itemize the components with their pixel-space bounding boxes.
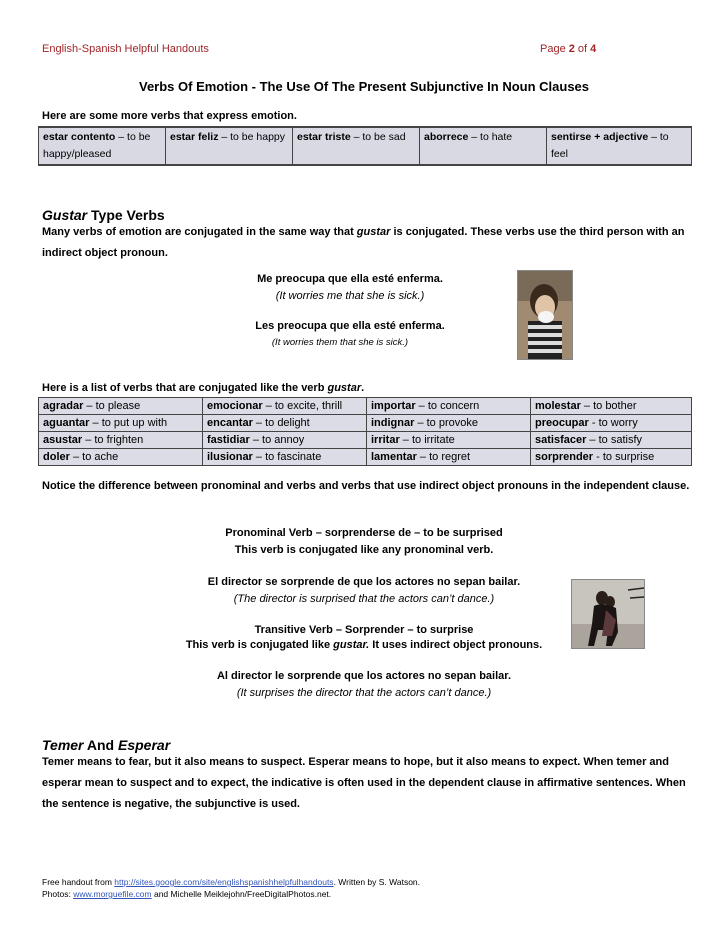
- table-row: [39, 398, 692, 415]
- table-cell: molestar – to bother: [531, 398, 692, 415]
- table-cell: importar – to concern: [367, 398, 531, 415]
- intro-text: Here are some more verbs that express emotion.: [42, 110, 297, 122]
- table-cell: emocionar – to excite, thrill: [203, 398, 367, 415]
- transitive-note: This verb is conjugated like gustar. It uses indirect object pronouns.: [185, 639, 543, 651]
- table-row: [39, 415, 692, 432]
- dancing-couple-photo: [571, 579, 645, 649]
- example-sentence: Me preocupa que ella esté enferma.: [257, 273, 443, 285]
- table-cell: aborrece – to hate: [420, 127, 547, 165]
- transitive-verb-line: Transitive Verb – Sorprender – to surprise: [254, 624, 474, 636]
- emotion-verbs-table: [38, 126, 692, 166]
- header-title: English-Spanish Helpful Handouts: [42, 43, 209, 55]
- example-translation: (It surprises the director that the actors can’t dance.): [236, 687, 492, 699]
- table-cell: lamentar – to regret: [367, 449, 531, 466]
- gustar-paragraph: Many verbs of emotion are conjugated in the same way that gustar is conjugated. These verbs use the third person with an indirect object pronoun.: [42, 226, 685, 259]
- list-intro: Here is a list of verbs that are conjugated like the verb gustar.: [42, 382, 365, 394]
- table-cell: agradar – to please: [39, 398, 203, 415]
- gustar-heading: Gustar Type Verbs: [42, 207, 165, 223]
- table-cell: asustar – to frighten: [39, 432, 203, 449]
- table-cell: ilusionar – to fascinate: [203, 449, 367, 466]
- temer-heading: Temer And Esperar: [42, 737, 171, 753]
- table-cell: indignar – to provoke: [367, 415, 531, 432]
- footer-line-1: Free handout from http://sites.google.com/site/englishspanishhelpfulhandouts. Written by S. Watson.: [42, 877, 421, 887]
- page-title: Verbs Of Emotion - The Use Of The Present Subjunctive In Noun Clauses: [138, 79, 590, 94]
- table-row: [39, 449, 692, 466]
- example-sentence: El director se sorprende de que los actores no sepan bailar.: [207, 576, 521, 588]
- table-cell: doler – to ache: [39, 449, 203, 466]
- table-cell: encantar – to delight: [203, 415, 367, 432]
- pronominal-verb-line: Pronominal Verb – sorprenderse de – to be surprised: [225, 527, 503, 539]
- sick-woman-photo: [517, 270, 573, 360]
- table-cell: fastidiar – to annoy: [203, 432, 367, 449]
- table-cell: aguantar – to put up with: [39, 415, 203, 432]
- morguefile-link[interactable]: www.morguefile.com: [73, 889, 152, 899]
- notice-paragraph: Notice the difference between pronominal and verbs and verbs that use indirect object pronouns in the independent clause.: [42, 480, 690, 492]
- example-translation: (The director is surprised that the actors can’t dance.): [233, 593, 495, 605]
- example-sentence: Al director le sorprende que los actores no sepan bailar.: [216, 670, 512, 682]
- example-translation: (It worries me that she is sick.): [275, 290, 425, 302]
- gustar-verbs-table: [38, 397, 692, 466]
- page-number: Page 2 of 4: [540, 43, 597, 55]
- footer-line-2: Photos: www.morguefile.com and Michelle Meiklejohn/FreeDigitalPhotos.net.: [42, 889, 332, 899]
- table-cell: estar triste – to be sad: [293, 127, 420, 165]
- table-cell: estar contento – to be happy/pleased: [39, 127, 166, 165]
- table-cell: preocupar - to worry: [531, 415, 692, 432]
- example-translation: (It worries them that she is sick.): [271, 337, 409, 348]
- table-cell: sentirse + adjective – to feel: [547, 127, 692, 165]
- table-row: [39, 432, 692, 449]
- pronominal-note: This verb is conjugated like any pronominal verb.: [234, 544, 494, 556]
- table-cell: estar feliz – to be happy: [166, 127, 293, 165]
- table-cell: sorprender - to surprise: [531, 449, 692, 466]
- example-sentence: Les preocupa que ella esté enferma.: [255, 320, 445, 332]
- temer-paragraph: Temer means to fear, but it also means to suspect. Esperar means to hope, but it also means to expect. When temer and esperar mean to suspect and to expect, the indicative is often used in the dependent clause in affirmative sentences. When the sentence is negative, the subjunctive is used.: [42, 756, 686, 810]
- table-cell: satisfacer – to satisfy: [531, 432, 692, 449]
- table-cell: irritar – to irritate: [367, 432, 531, 449]
- handouts-link[interactable]: http://sites.google.com/site/englishspanishhelpfulhandouts: [114, 877, 334, 887]
